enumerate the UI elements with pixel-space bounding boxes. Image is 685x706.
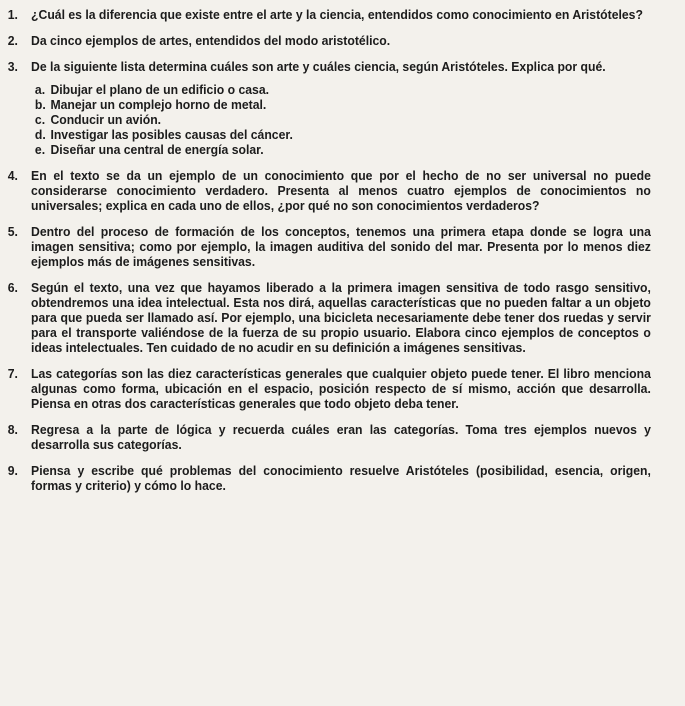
item-text: Investigar las posibles causas del cáncer. [50, 128, 293, 142]
question-number: 3. [7, 60, 18, 74]
question-text: Piensa y escribe qué problemas del conocimiento resuelve Aristóteles (posibilidad, esencia, origen, formas y criterio) y cómo lo hace. [31, 464, 651, 493]
list-item [35, 113, 651, 128]
question-5 [8, 225, 651, 270]
question-number: 6. [7, 281, 18, 295]
question-9 [8, 464, 651, 494]
question-text: Regresa a la parte de lógica y recuerda cuáles eran las categorías. Toma tres ejemplos nuevos y desarrolla sus categorías. [31, 423, 651, 452]
item-letter: a. [34, 83, 46, 97]
question-8 [8, 423, 651, 453]
question-1 [8, 8, 651, 23]
item-text: Conducir un avión. [50, 113, 162, 127]
item-letter: c. [34, 113, 46, 127]
question-number: 1. [7, 8, 18, 22]
question-text: Las categorías son las diez características generales que cualquier objeto puede tener. El libro menciona algunas como forma, ubicación en el espacio, posición respecto de sí mismo, acción que desarrolla. Piensa en otras dos características generales que todo objeto deba tener. [31, 367, 651, 411]
item-text: Manejar un complejo horno de metal. [50, 98, 267, 112]
question-text: ¿Cuál es la diferencia que existe entre el arte y la ciencia, entendidos como conocimiento en Aristóteles? [31, 8, 643, 22]
question-4 [8, 169, 651, 214]
item-text: Dibujar el plano de un edificio o casa. [50, 83, 270, 97]
list-item [35, 128, 651, 143]
question-2 [8, 34, 651, 49]
question-3 [8, 60, 651, 158]
question-7 [8, 367, 651, 412]
question-number: 4. [7, 169, 18, 183]
list-item [35, 83, 651, 98]
question-number: 7. [7, 367, 18, 381]
question-number: 9. [7, 464, 18, 478]
list-item [35, 143, 651, 158]
item-letter: d. [34, 128, 46, 142]
question-number: 2. [7, 34, 18, 48]
question-text: De la siguiente lista determina cuáles son arte y cuáles ciencia, según Aristóteles. Explica por qué. [31, 60, 606, 74]
activity-list [35, 83, 651, 158]
item-letter: b. [34, 98, 46, 112]
list-item [35, 98, 651, 113]
question-number: 8. [7, 423, 18, 437]
question-6 [8, 281, 651, 356]
question-number: 5. [7, 225, 18, 239]
question-text: Según el texto, una vez que hayamos liberado a la primera imagen sensitiva de todo rasgo sensitivo, obtendremos una idea intelectual. Esta nos dirá, aquellas características que no pueden faltar a un objeto para que pueda ser llamado así. Por ejemplo, una bicicleta necesariamente debe tener dos ruedas y servir para el transporte valiéndose de la fuerza de su propio usuario. Elabora cinco ejemplos de conceptos o ideas intelectuales. Ten cuidado de no acudir en su definición a imágenes sensitivas. [31, 281, 651, 355]
item-letter: e. [34, 143, 46, 157]
item-text: Diseñar una central de energía solar. [50, 143, 264, 157]
question-text: Dentro del proceso de formación de los conceptos, tenemos una primera etapa donde se logra una imagen sensitiva; como por ejemplo, la imagen auditiva del sonido del mar. Presenta por lo menos diez ejemplos más de imágenes sensitivas. [31, 225, 651, 269]
question-text: Da cinco ejemplos de artes, entendidos del modo aristotélico. [31, 34, 391, 48]
question-text: En el texto se da un ejemplo de un conocimiento que por el hecho de no ser universal no puede considerarse conocimiento verdadero. Presenta al menos cuatro ejemplos de conocimientos no universales; explica en cada uno de ellos, ¿por qué no son conocimientos verdaderos? [31, 169, 651, 213]
